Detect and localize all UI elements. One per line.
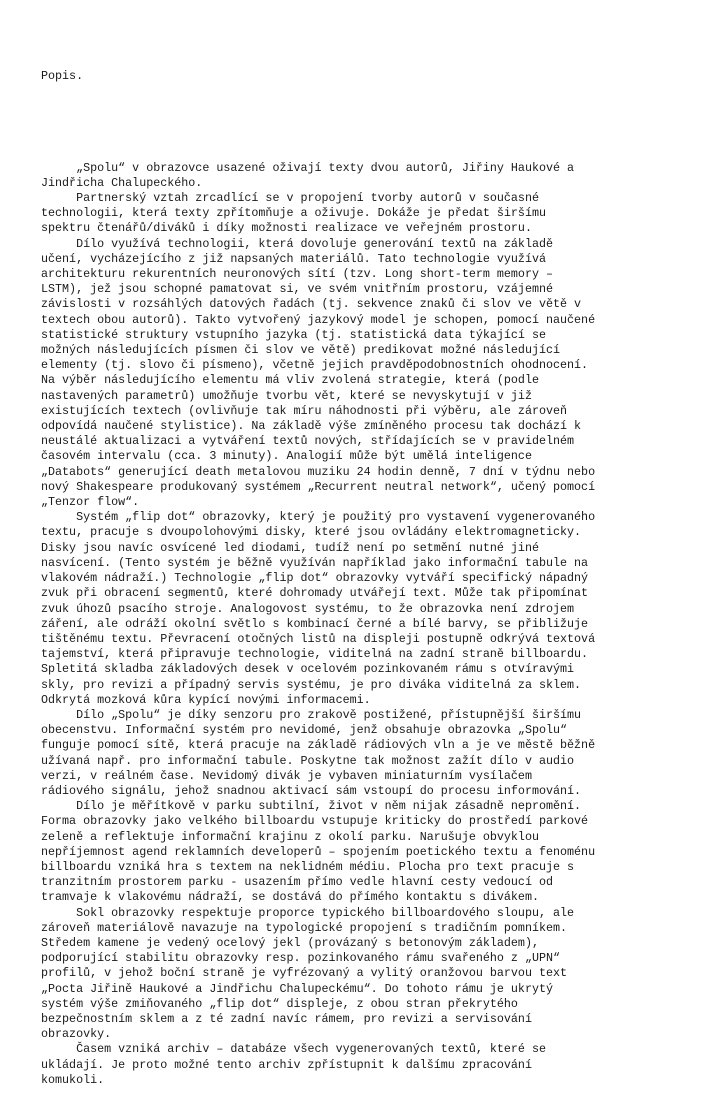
text-line: elementy (tj. slovo či písmeno), včetně jejich pravděpodobnostních ohodnocení. xyxy=(41,358,589,373)
text-line: LSTM), jež jsou schopné pamatovat si, ve svém vnitřním prostoru, vzájemné xyxy=(41,282,553,297)
text-line: Disky jsou navíc osvícené led diodami, tudíž není po setmění nutné jiné xyxy=(41,540,539,555)
text-line: podporující stabilitu obrazovky resp. pozinkovaného rámu svařeného z „UPN“ xyxy=(41,951,561,966)
text-line: textu, pracuje s dvoupolohovými disky, které jsou ovládány elektromagneticky. xyxy=(41,525,582,540)
text-line: zeleně a reflektuje informační krajinu z okolí parku. Narušuje obvyklou xyxy=(41,829,539,844)
text-line: „Spolu“ v obrazovce usazené oživají texty dvou autorů, Jiřiny Haukové a xyxy=(41,160,575,175)
text-line: systém výše zmiňovaného „flip dot“ displeje, z obou stran překrytého xyxy=(41,996,518,1011)
text-line: Sokl obrazovky respektuje proporce typického billboardového sloupu, ale xyxy=(41,905,575,920)
paragraph xyxy=(41,237,713,511)
text-line: odpovídá naučené stylistice). Na základě výše zmíněného procesu tak dochází k xyxy=(41,419,582,434)
text-line: Systém „flip dot“ obrazovky, který je použitý pro vystavení vygenerovaného xyxy=(41,510,596,525)
text-line: verzi, v reálném čase. Nevidomý divák je vybaven miniaturním vysílačem xyxy=(41,768,532,783)
text-line: Na výběr následujícího elementu má vliv zvolená strategie, která (podle xyxy=(41,373,539,388)
text-line: tajemství, která připravuje technologie, viditelná na zadní straně billboardu. xyxy=(41,647,589,662)
text-line: komukoli. xyxy=(41,1072,105,1087)
text-line: funguje pomocí sítě, která pracuje na základě rádiových vln a je ve městě běžně xyxy=(41,738,596,753)
text-line: ukládají. Je proto možné tento archiv zpřístupnit k dalšímu zpracování xyxy=(41,1057,532,1072)
text-line: tramvaje k vlakovému nádraží, se dostává do přímého kontaktu s divákem. xyxy=(41,890,539,905)
text-line: vlakovém nádraží.) Technologie „flip dot“ obrazovky vytváří specifický nápadný xyxy=(41,571,589,586)
text-line: nastavených parametrů) umožňuje tvorbu vět, které se nevyskytují v již xyxy=(41,388,532,403)
text-line: časovém intervalu (cca. 3 minuty). Analogií může být umělá inteligence xyxy=(41,449,532,464)
text-line: statistické struktury vstupního jazyka (tj. statistická data týkající se xyxy=(41,327,546,342)
text-line: tranzitním prostorem parku - usazením přímo vedle hlavní cesty vedoucí od xyxy=(41,875,553,890)
text-line: záření, ale odráží okolní světlo s kombinací černé a bílé barvy, se přibližuje xyxy=(41,616,589,631)
text-line: nepříjemnost agend reklamních developerů – spojením poetického textu a fenoménu xyxy=(41,844,596,859)
text-line: nasvícení. (Tento systém je běžně využíván například jako informační tabule na xyxy=(41,555,589,570)
text-line: skly, pro revizi a případný servis systému, je pro diváka viditelná za sklem. xyxy=(41,677,582,692)
text-line: obecenstvu. Informační systém pro nevidomé, jenž obsahuje obrazovka „Spolu“ xyxy=(41,723,568,738)
text-line: tištěnému textu. Převracení otočných listů na displeji postupně odkrývá textová xyxy=(41,631,596,646)
document-page xyxy=(41,39,713,1103)
text-line: spektru čtenářů/diváků i díky možnosti realizace ve veřejném prostoru. xyxy=(41,221,532,236)
text-line: rádiového signálu, jehož snadnou aktivací sám vstoupí do procesu informování. xyxy=(41,783,582,798)
text-line: Spletitá skladba základových desek v ocelovém pozinkovaném rámu s otvíravými xyxy=(41,662,575,677)
text-line: existujících textech (ovlivňuje tak míru náhodnosti při výběru, ale zároveň xyxy=(41,403,568,418)
document-heading: Popis. xyxy=(41,69,84,84)
text-line: Forma obrazovky jako velkého billboardu vstupuje kriticky do prostředí parkové xyxy=(41,814,589,829)
text-line: učení, vycházejícího z již napsaných materiálů. Tato technologie využívá xyxy=(41,251,546,266)
paragraph xyxy=(41,799,713,905)
text-line: Dílo „Spolu“ je díky senzoru pro zrakově postižené, přístupnější širšímu xyxy=(41,707,582,722)
text-line: Jindřicha Chalupeckého. xyxy=(41,175,203,190)
text-line: Dílo využívá technologii, která dovoluje generování textů na základě xyxy=(41,236,553,251)
paragraph xyxy=(41,906,713,1043)
document-body xyxy=(41,161,713,1088)
paragraph xyxy=(41,161,713,191)
text-line: možných následujících písmen či slov ve větě) predikovat možné následující xyxy=(41,343,561,358)
text-line: textech obou autorů). Takto vytvořený jazykový model je schopen, pomocí naučené xyxy=(41,312,596,327)
text-line: zároveň materiálově navazuje na typologické propojení s tradičním pomníkem. xyxy=(41,920,568,935)
text-line: profilů, v jehož boční straně je vyfrézovaný a vylitý oranžovou barvou text xyxy=(41,966,568,981)
text-line: technologii, která texty zpřítomňuje a oživuje. Dokáže je předat širšímu xyxy=(41,206,546,221)
text-line: Časem vzniká archiv – databáze všech vygenerovaných textů, které se xyxy=(41,1042,546,1057)
paragraph xyxy=(41,191,713,237)
blank-line xyxy=(41,115,713,130)
text-line: billboardu vzniká hra s textem na neklidném médiu. Plocha pro text pracuje s xyxy=(41,859,575,874)
text-line: zvuk při obracení segmentů, které dohromady utvářejí text. Může tak připomínat xyxy=(41,586,589,601)
text-line: Partnerský vztah zrcadlící se v propojení tvorby autorů v současné xyxy=(41,191,539,206)
text-line: „Pocta Jiřině Haukové a Jindřichu Chalupeckému“. Do tohoto rámu je ukrytý xyxy=(41,981,553,996)
paragraph xyxy=(41,708,713,799)
text-line: neustálé aktualizaci a vytváření textů nových, střídajících se v pravidelném xyxy=(41,434,575,449)
text-line: architekturu rekurentních neuronových sítí (tzv. Long short-term memory – xyxy=(41,267,553,282)
text-line: Dílo je měřítkově v parku subtilní, život v něm nijak zásadně nepromění. xyxy=(41,799,582,814)
text-line: „Databots“ generující death metalovou muziku 24 hodin denně, 7 dní v týdnu nebo xyxy=(41,464,596,479)
text-line: obrazovky. xyxy=(41,1027,112,1042)
text-line: zvuk úhozů psacího stroje. Analogovost systému, to že obrazovka není zdrojem xyxy=(41,601,575,616)
text-line: užívaná např. pro informační tabule. Poskytne tak možnost zažít dílo v audio xyxy=(41,753,575,768)
text-line: Středem kamene je vedený ocelový jekl (provázaný s betonovým základem), xyxy=(41,935,539,950)
text-line: nový Shakespeare produkovaný systémem „Recurrent neutral network“, učený pomocí xyxy=(41,479,596,494)
paragraph xyxy=(41,1042,713,1088)
text-line: Odkrytá mozková kůra kypící novými informacemi. xyxy=(41,692,371,707)
text-line: závislosti v rozsáhlých datových řadách (tj. sekvence znaků či slov ve větě v xyxy=(41,297,582,312)
text-line: „Tenzor flow“. xyxy=(41,495,140,510)
paragraph xyxy=(41,510,713,708)
text-line: bezpečnostním sklem a z té zadní navíc rámem, pro revizi a servisování xyxy=(41,1011,532,1026)
